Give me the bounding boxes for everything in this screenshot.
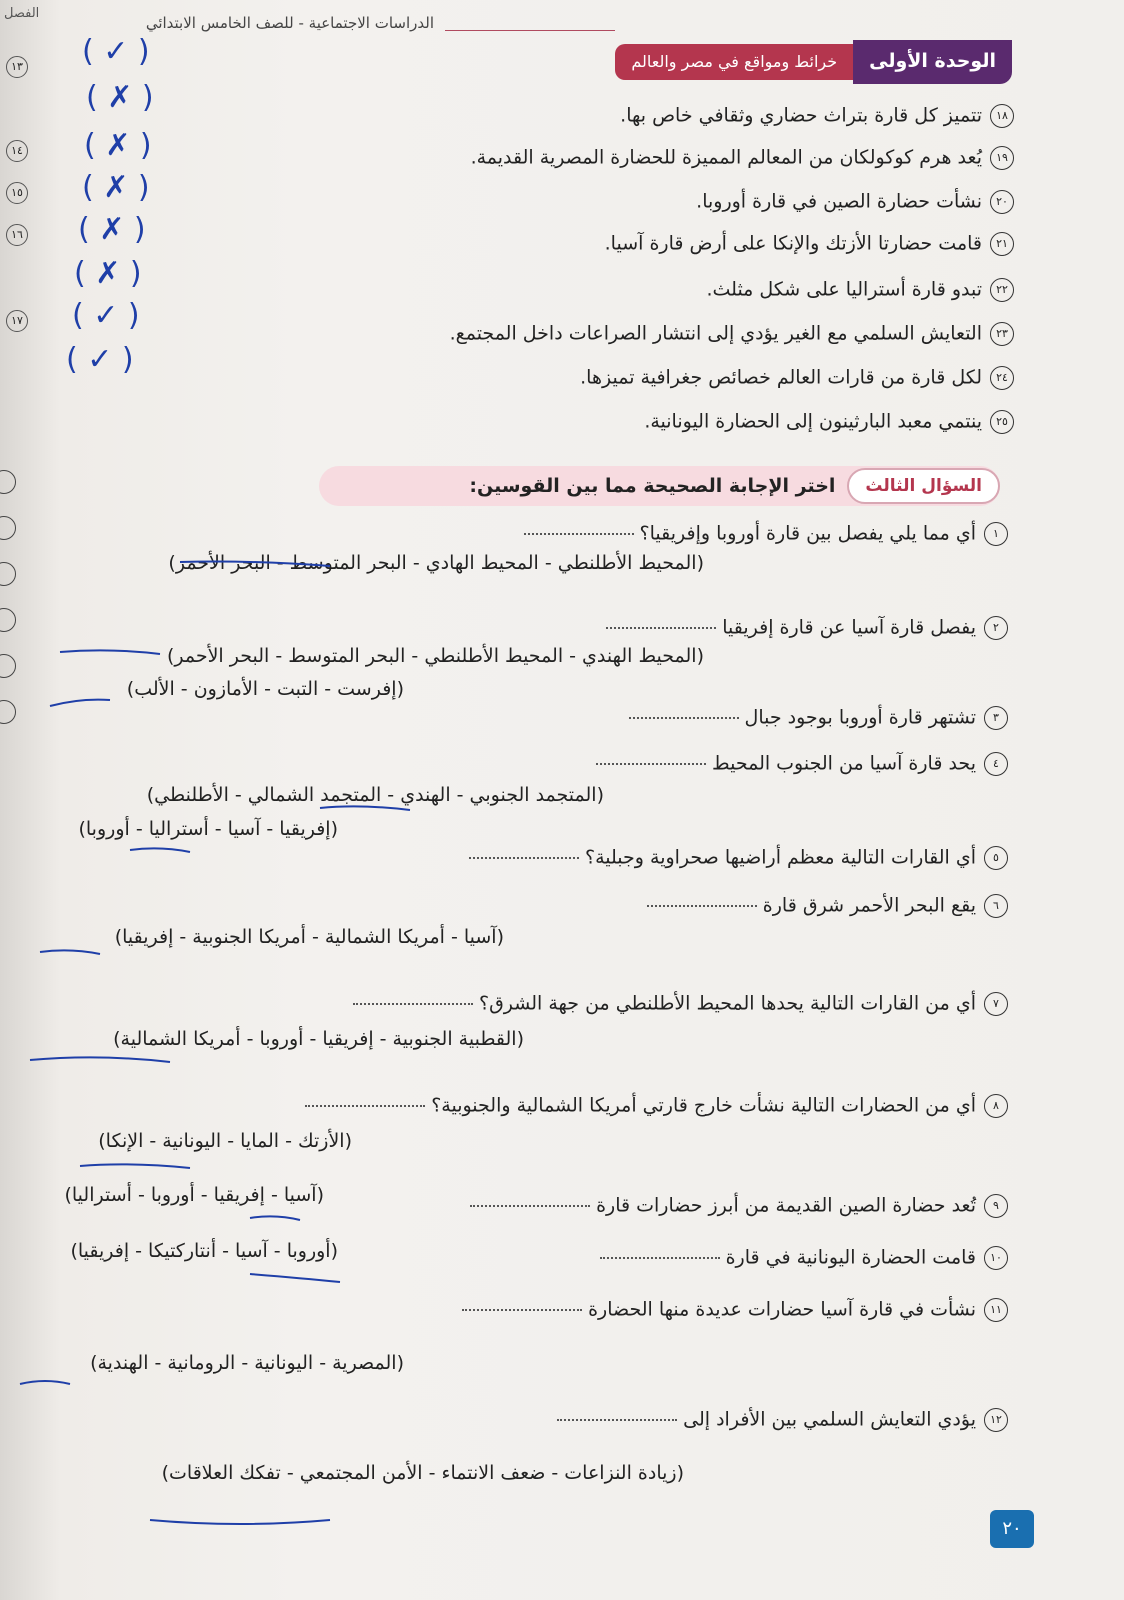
stem-text: يحد قارة آسيا من الجنوب المحيط xyxy=(712,752,976,775)
mcq-choices: (أوروبا - آسيا - أنتاركتيكا - إفريقيا) xyxy=(70,1240,338,1262)
item-number: ٤ xyxy=(984,752,1008,776)
stem-text: يؤدي التعايش السلمي بين الأفراد إلى xyxy=(683,1408,976,1431)
answer-mark: ( ✓ ) xyxy=(82,34,150,69)
item-text: قامت حضارتا الأزتك والإنكا على أرض قارة آسيا. xyxy=(604,232,982,255)
margin-number: ١٤ xyxy=(6,140,28,162)
item-text: نشأت حضارة الصين في قارة أوروبا. xyxy=(696,190,982,213)
item-number: ٢٤ xyxy=(990,366,1014,390)
mcq-choices: (آسيا - أمريكا الشمالية - أمريكا الجنوبية - إفريقيا) xyxy=(114,926,504,948)
check-icon: ✓ xyxy=(93,298,119,333)
answer-mark: ( ✓ ) xyxy=(66,342,134,377)
underline-stroke xyxy=(30,1057,170,1062)
item-number: ١٢ xyxy=(984,1408,1008,1432)
underline-stroke xyxy=(250,1216,300,1220)
item-number: ٦ xyxy=(984,894,1008,918)
mcq-choices: (زيادة النزاعات - ضعف الانتماء - الأمن المجتمعي - تفكك العلاقات) xyxy=(161,1462,684,1484)
item-number: ٨ xyxy=(984,1094,1008,1118)
check-icon: ✓ xyxy=(87,342,113,377)
item-text: لكل قارة من قارات العالم خصائص جغرافية تميزها. xyxy=(580,366,982,389)
mcq-choices: (المتجمد الجنوبي - الهندي - المتجمد الشمالي - الأطلنطي) xyxy=(146,784,604,806)
page-number-badge: ٢٠ xyxy=(990,1510,1034,1548)
mcq-choices: (آسيا - إفريقيا - أوروبا - أستراليا) xyxy=(64,1184,324,1206)
answer-mark: ( ✗ ) xyxy=(86,80,154,115)
corner-label: الفصل xyxy=(4,6,40,21)
answer-mark: ( ✗ ) xyxy=(78,212,146,247)
answer-mark: ( ✗ ) xyxy=(84,128,152,163)
item-text: التعايش السلمي مع الغير يؤدي إلى انتشار الصراعات داخل المجتمع. xyxy=(449,322,982,345)
stem-text: أي القارات التالية معظم أراضيها صحراوية وجبلية؟ xyxy=(585,846,976,869)
stem-text: قامت الحضارة اليونانية في قارة xyxy=(725,1246,976,1269)
item-number: ١٨ xyxy=(990,104,1014,128)
stem-text: يقع البحر الأحمر شرق قارة xyxy=(762,894,976,917)
running-title: الدراسات الاجتماعية - للصف الخامس الابتدائي xyxy=(145,14,434,32)
item-number: ١٠ xyxy=(984,1246,1008,1270)
stem-text: أي مما يلي يفصل بين قارة أوروبا وإفريقيا؟ xyxy=(639,522,976,545)
underline-stroke xyxy=(320,806,410,810)
item-number: ٢ xyxy=(984,616,1008,640)
stem-text: تشتهر قارة أوروبا بوجود جبال xyxy=(744,706,976,729)
mcq-choices: (إفريقيا - آسيا - أستراليا - أوروبا) xyxy=(78,818,338,840)
stem-text: نشأت في قارة آسيا حضارات عديدة منها الحضارة xyxy=(588,1298,976,1321)
item-number: ١ xyxy=(984,522,1008,546)
item-number: ١١ xyxy=(984,1298,1008,1322)
margin-number: ١٧ xyxy=(6,310,28,332)
mcq-choices: (القطبية الجنوبية - إفريقيا - أوروبا - أمريكا الشمالية) xyxy=(113,1028,524,1050)
cross-icon: ✗ xyxy=(103,170,129,205)
underline-stroke xyxy=(50,700,110,706)
underline-stroke xyxy=(60,650,160,654)
answer-mark: ( ✗ ) xyxy=(82,170,150,205)
margin-number: ١٦ xyxy=(6,224,28,246)
stem-text: تُعد حضارة الصين القديمة من أبرز حضارات قارة xyxy=(596,1194,976,1217)
mcq-choices: (المحيط الأطلنطي - المحيط الهادي - البحر المتوسط - البحر الأحمر) xyxy=(168,552,704,574)
item-number: ١٩ xyxy=(990,146,1014,170)
answer-mark: ( ✓ ) xyxy=(72,298,140,333)
cross-icon: ✗ xyxy=(95,256,121,291)
item-text: يُعد هرم كوكولكان من المعالم المميزة للحضارة المصرية القديمة. xyxy=(470,146,982,169)
underline-stroke xyxy=(250,1274,340,1282)
cross-icon: ✗ xyxy=(99,212,125,247)
item-text: ينتمي معبد البارثينون إلى الحضارة اليونانية. xyxy=(644,410,982,433)
underline-stroke xyxy=(130,848,190,852)
unit-label: الوحدة الأولى xyxy=(853,40,1012,84)
item-number: ٩ xyxy=(984,1194,1008,1218)
answer-mark: ( ✗ ) xyxy=(74,256,142,291)
underline-stroke xyxy=(20,1381,70,1384)
stem-text: يفصل قارة آسيا عن قارة إفريقيا xyxy=(722,616,976,639)
margin-number: ١٥ xyxy=(6,182,28,204)
unit-title: خرائط ومواقع في مصر والعالم xyxy=(615,44,853,80)
cross-icon: ✗ xyxy=(105,128,131,163)
mcq-choices: (المحيط الهندي - المحيط الأطلنطي - البحر المتوسط - البحر الأحمر) xyxy=(166,645,704,667)
underline-stroke xyxy=(40,950,100,954)
underline-stroke xyxy=(80,1164,190,1168)
item-text: تبدو قارة أستراليا على شكل مثلث. xyxy=(706,278,982,301)
underline-stroke xyxy=(150,1520,330,1524)
item-number: ٣ xyxy=(984,706,1008,730)
mcq-choices: (الأزتك - المايا - اليونانية - الإنكا) xyxy=(98,1130,352,1152)
question-label: السؤال الثالث xyxy=(847,468,1000,504)
mcq-choices: (المصرية - اليونانية - الرومانية - الهندية) xyxy=(90,1352,404,1374)
item-number: ٢٠ xyxy=(990,190,1014,214)
item-text: تتميز كل قارة بتراث حضاري وثقافي خاص بها. xyxy=(620,104,982,127)
item-number: ٢٥ xyxy=(990,410,1014,434)
stem-text: أي من الحضارات التالية نشأت خارج قارتي أمريكا الشمالية والجنوبية؟ xyxy=(431,1094,976,1117)
cross-icon: ✗ xyxy=(107,80,133,115)
item-number: ٧ xyxy=(984,992,1008,1016)
mcq-choices: (إفرست - التبت - الأمازون - الألب) xyxy=(126,678,404,700)
check-icon: ✓ xyxy=(103,34,129,69)
item-number: ٢٣ xyxy=(990,322,1014,346)
margin-number: ١٣ xyxy=(6,56,28,78)
item-number: ٢١ xyxy=(990,232,1014,256)
item-number: ٥ xyxy=(984,846,1008,870)
underline-stroke xyxy=(180,562,330,567)
item-number: ٢٢ xyxy=(990,278,1014,302)
question-instruction: اختر الإجابة الصحيحة مما بين القوسين: xyxy=(469,475,836,497)
stem-text: أي من القارات التالية يحدها المحيط الأطلنطي من جهة الشرق؟ xyxy=(478,992,976,1015)
